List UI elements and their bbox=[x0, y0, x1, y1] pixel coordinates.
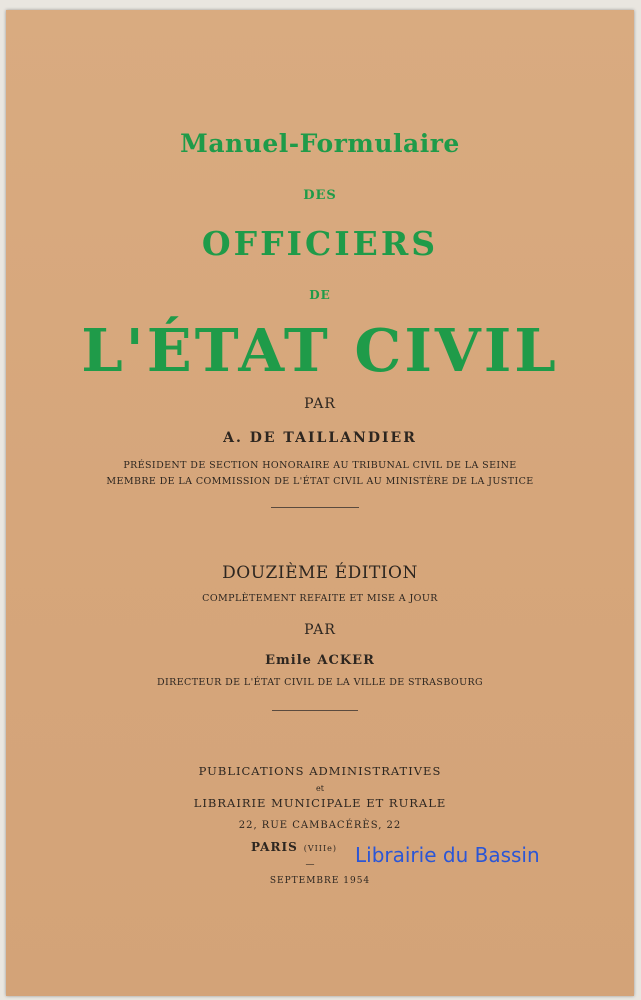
book-cover bbox=[6, 10, 634, 996]
title-de: DE bbox=[309, 288, 331, 302]
publication-date: SEPTEMBRE 1954 bbox=[269, 876, 371, 886]
author-role-2: MEMBRE DE LA COMMISSION DE L'ÉTAT CIVIL AU MINISTÈRE DE LA JUSTICE bbox=[106, 476, 534, 487]
title-etat-civil: L'ÉTAT CIVIL bbox=[81, 316, 559, 385]
reviser-role: DIRECTEUR DE L'ÉTAT CIVIL DE LA VILLE DE STRASBOURG bbox=[156, 677, 484, 688]
edition-title: DOUZIÈME ÉDITION bbox=[222, 563, 418, 583]
divider-rule-1 bbox=[271, 507, 359, 508]
par-label-1: PAR bbox=[304, 396, 336, 412]
publisher-et: et bbox=[316, 784, 324, 793]
edition-note: COMPLÈTEMENT REFAITE ET MISE A JOUR bbox=[202, 593, 438, 604]
publisher-line-1: PUBLICATIONS ADMINISTRATIVES bbox=[198, 764, 442, 778]
title-manuel-formulaire: Manuel-Formulaire bbox=[180, 129, 460, 158]
divider-rule-2 bbox=[272, 710, 358, 711]
seller-watermark: Librairie du Bassin bbox=[355, 843, 540, 867]
reviser-name: Emile ACKER bbox=[265, 653, 375, 668]
title-des: DES bbox=[303, 188, 337, 203]
publisher-address: 22, RUE CAMBACÉRÈS, 22 bbox=[238, 820, 402, 831]
small-dash: — bbox=[305, 860, 315, 870]
par-label-2: PAR bbox=[304, 622, 336, 638]
publisher-city: PARIS bbox=[251, 840, 298, 854]
title-officiers: OFFICIERS bbox=[201, 224, 439, 263]
author-name: A. DE TAILLANDIER bbox=[223, 430, 417, 446]
publisher-arrondissement: (VIIIe) bbox=[303, 844, 337, 853]
publisher-line-2: LIBRAIRIE MUNICIPALE ET RURALE bbox=[193, 796, 447, 810]
author-role-1: PRÉSIDENT DE SECTION HONORAIRE AU TRIBUNAL CIVIL DE LA SEINE bbox=[123, 460, 517, 471]
